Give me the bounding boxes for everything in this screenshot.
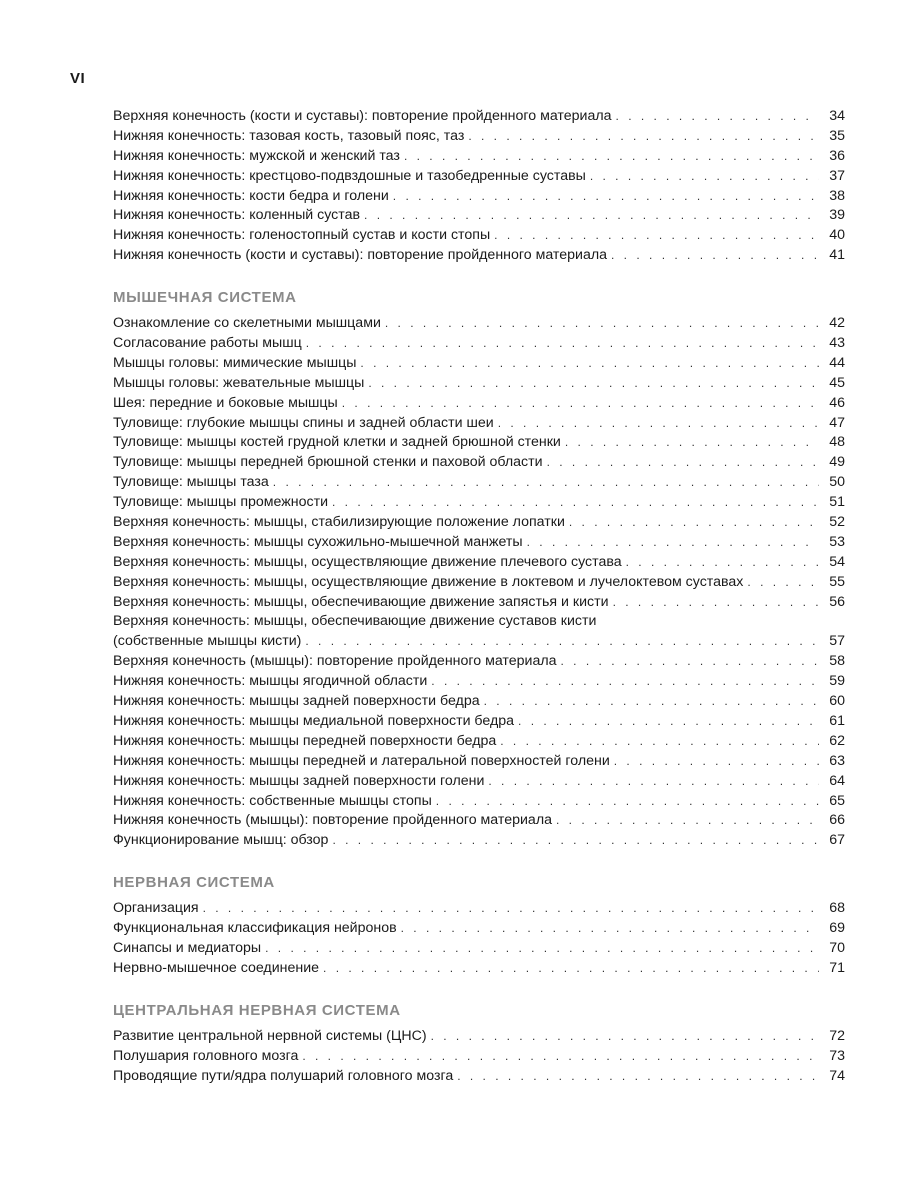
toc-entry-title: Туловище: глубокие мышцы спины и задней области шеи <box>113 414 494 431</box>
dot-leader <box>569 513 819 533</box>
toc-entry-page: 35 <box>829 127 845 144</box>
toc-entry-title: Проводящие пути/ядра полушарий головного мозга <box>113 1067 454 1084</box>
toc-entry[interactable] <box>113 433 845 453</box>
toc-entry-page: 54 <box>829 553 845 570</box>
toc-entry-title: Нижняя конечность: тазовая кость, тазовый пояс, таз <box>113 127 465 144</box>
toc-entry-page: 60 <box>829 693 845 710</box>
toc-entry[interactable] <box>113 712 845 732</box>
toc-entry-title: Туловище: мышцы передней брюшной стенки и паховой области <box>113 454 543 471</box>
toc-entry-title: Нижняя конечность: мышцы передней поверхности бедра <box>113 732 497 749</box>
toc-entry[interactable] <box>113 226 845 246</box>
toc-entry-title: Нижняя конечность: мышцы задней поверхности бедра <box>113 693 480 710</box>
toc-entry-title: Мышцы головы: мимические мышцы <box>113 354 357 371</box>
toc-entry-title: Шея: передние и боковые мышцы <box>113 394 338 411</box>
toc-entry-page: 71 <box>829 959 845 976</box>
toc-entry-title: Нижняя конечность: крестцово-подвздошные и тазобедренные суставы <box>113 167 586 184</box>
toc-entry-page: 49 <box>829 454 845 471</box>
dot-leader <box>404 147 819 167</box>
toc-entry-page: 61 <box>829 712 845 729</box>
toc-entry[interactable] <box>113 811 845 831</box>
toc-entry-page: 40 <box>829 227 845 244</box>
toc-entry-title: Верхняя конечность: мышцы, стабилизирующие положение лопатки <box>113 514 565 531</box>
dot-leader <box>457 1067 819 1087</box>
toc-entry-title: Туловище: мышцы таза <box>113 474 269 491</box>
cns-entries <box>113 1027 845 1087</box>
toc-entry-title: Нижняя конечность: голеностопный сустав и кости стопы <box>113 227 491 244</box>
toc-entry[interactable] <box>113 652 845 672</box>
toc-entry-page: 64 <box>829 772 845 789</box>
toc-entry-title: Синапсы и медиаторы <box>113 939 262 956</box>
toc-entry-page: 43 <box>829 335 845 352</box>
toc-entry-title: Нижняя конечность (кости и суставы): повторение пройденного материала <box>113 247 608 264</box>
dot-leader <box>332 831 819 851</box>
dot-leader <box>626 553 819 573</box>
toc-entry[interactable] <box>113 792 845 812</box>
dot-leader <box>561 652 819 672</box>
dot-leader <box>527 533 819 553</box>
toc-entry-page: 68 <box>829 900 845 917</box>
toc-entry-page: 67 <box>829 832 845 849</box>
dot-leader <box>611 246 819 266</box>
toc-entry-page: 34 <box>829 108 845 124</box>
toc-entry-title: Нижняя конечность: мужской и женский таз <box>113 147 400 164</box>
toc-entry-page: 66 <box>829 812 845 829</box>
toc-entry-page: 63 <box>829 752 845 769</box>
toc-entry-page: 37 <box>829 167 845 184</box>
dot-leader <box>613 593 819 613</box>
dot-leader <box>590 167 819 187</box>
section-heading-nervous: НЕРВНАЯ СИСТЕМА <box>113 874 275 892</box>
toc-entry[interactable] <box>113 334 845 354</box>
dot-leader <box>342 394 819 414</box>
toc-entry-page: 47 <box>829 414 845 431</box>
muscular-entries-b <box>113 652 845 851</box>
dot-leader <box>747 573 819 593</box>
toc-entry-page: 36 <box>829 147 845 164</box>
dot-leader <box>364 206 819 226</box>
toc-entry[interactable] <box>113 147 845 167</box>
dot-leader <box>385 314 819 334</box>
toc-entry-title: Туловище: мышцы костей грудной клетки и задней брюшной стенки <box>113 434 561 451</box>
toc-entry-page: 69 <box>829 920 845 937</box>
toc-entry-title: Нижняя конечность: мышцы задней поверхности голени <box>113 772 485 789</box>
toc-entry-page: 57 <box>829 633 845 650</box>
toc-entry-page: 39 <box>829 207 845 224</box>
dot-leader <box>468 127 819 147</box>
dot-leader <box>431 1027 819 1047</box>
toc-entry-title: Верхняя конечность: мышцы, обеспечивающие движение запястья и кисти <box>113 593 609 610</box>
dot-leader <box>323 959 819 979</box>
toc-entry[interactable] <box>113 107 845 127</box>
toc-entry-page: 73 <box>829 1047 845 1064</box>
toc-entry-title: Нижняя конечность: коленный сустав <box>113 207 361 224</box>
toc-entry-title: Нервно-мышечное соединение <box>113 959 320 976</box>
toc-entry-page: 55 <box>829 573 845 590</box>
toc-entry[interactable] <box>113 959 845 979</box>
dot-leader <box>302 1047 819 1067</box>
toc-entry[interactable] <box>113 394 845 414</box>
page-number: VI <box>70 70 86 87</box>
toc-entry[interactable] <box>113 919 845 939</box>
toc-entry[interactable] <box>113 831 845 851</box>
toc-entry[interactable] <box>113 354 845 374</box>
toc-entry-title: Нижняя конечность: мышцы передней и латеральной поверхностей голени <box>113 752 610 769</box>
toc-entry-page: 46 <box>829 394 845 411</box>
toc-entry[interactable] <box>113 1027 845 1047</box>
toc-entry[interactable] <box>113 453 845 473</box>
toc-entry[interactable] <box>113 672 845 692</box>
toc-entry-title: Согласование работы мышц <box>113 335 302 352</box>
toc-entry-title: Полушария головного мозга <box>113 1047 299 1064</box>
toc-entry-title: Мышцы головы: жевательные мышцы <box>113 374 365 391</box>
dot-leader <box>547 453 819 473</box>
dot-leader <box>431 672 819 692</box>
toc-entry-title: Верхняя конечность: мышцы, осуществляющие движение плечевого сустава <box>113 553 622 570</box>
dot-leader <box>436 792 819 812</box>
toc-entry-page: 38 <box>829 187 845 204</box>
dot-leader <box>332 493 819 513</box>
dot-leader <box>565 433 819 453</box>
toc-entry[interactable] <box>113 1047 845 1067</box>
toc-entry-page: 50 <box>829 474 845 491</box>
toc-entry-page: 59 <box>829 673 845 690</box>
toc-entry[interactable] <box>113 246 845 266</box>
toc-entry[interactable] <box>113 127 845 147</box>
toc-entry-title: Нижняя конечность: мышцы ягодичной области <box>113 673 428 690</box>
toc-entry[interactable] <box>113 414 845 434</box>
toc-entry[interactable] <box>113 493 845 513</box>
toc-entry-page: 48 <box>829 434 845 451</box>
toc-entry-title: Развитие центральной нервной системы (ЦНС) <box>113 1027 427 1044</box>
toc-entry-title: Функциональная классификация нейронов <box>113 920 397 937</box>
toc-entry-page: 65 <box>829 792 845 809</box>
toc-entry-title: Нижняя конечность (мышцы): повторение пройденного материала <box>113 812 552 829</box>
toc-entry-page: 52 <box>829 514 845 531</box>
dot-leader <box>484 692 819 712</box>
dot-leader <box>265 939 819 959</box>
toc-entry-page: 53 <box>829 533 845 550</box>
dot-leader <box>368 374 819 394</box>
toc-entry[interactable] <box>113 167 845 187</box>
muscular-entries-a <box>113 314 845 612</box>
dot-leader <box>488 772 819 792</box>
dot-leader <box>393 187 819 207</box>
toc-entry-multiline[interactable] <box>113 612 845 652</box>
toc-entry-page: 45 <box>829 374 845 391</box>
intro-entries <box>113 107 845 266</box>
dot-leader <box>494 226 819 246</box>
toc-entry-title: Туловище: мышцы промежности <box>113 494 329 511</box>
toc-entry-title-line1: Верхняя конечность: мышцы, обеспечивающие движение суставов кисти <box>113 613 597 630</box>
toc-entry-page: 72 <box>829 1027 845 1044</box>
toc-entry-title: Верхняя конечность (кости и суставы): повторение пройденного материала <box>113 108 612 124</box>
toc-entry[interactable] <box>113 1067 845 1087</box>
dot-leader <box>556 811 819 831</box>
toc-entry[interactable] <box>113 314 845 334</box>
section-heading-cns: ЦЕНТРАЛЬНАЯ НЕРВНАЯ СИСТЕМА <box>113 1001 401 1019</box>
toc-entry-title: Нижняя конечность: мышцы медиальной поверхности бедра <box>113 712 515 729</box>
toc-entry-title: Верхняя конечность: мышцы, осуществляющие движение в локтевом и лучелоктевом суставах <box>113 573 744 590</box>
toc-entry-page: 41 <box>829 247 845 264</box>
toc-entry-title: Нижняя конечность: кости бедра и голени <box>113 187 389 204</box>
toc-entry[interactable] <box>113 573 845 593</box>
toc-entry-page: 44 <box>829 354 845 371</box>
toc-entry[interactable] <box>113 593 845 613</box>
toc-entry[interactable] <box>113 772 845 792</box>
nervous-entries <box>113 899 845 979</box>
toc-entry-title-line2: (собственные мышцы кисти) <box>113 633 302 650</box>
dot-leader <box>360 354 819 374</box>
toc-entry-page: 56 <box>829 593 845 610</box>
toc-entry-title: Функционирование мышц: обзор <box>113 832 329 849</box>
toc-entry[interactable] <box>113 553 845 573</box>
toc-entry-page: 51 <box>829 494 845 511</box>
toc-entry-title: Нижняя конечность: собственные мышцы стопы <box>113 792 432 809</box>
toc-entry-page: 58 <box>829 653 845 670</box>
dot-leader <box>518 712 819 732</box>
toc-entry[interactable] <box>113 533 845 553</box>
dot-leader <box>273 473 819 493</box>
toc-entry[interactable] <box>113 939 845 959</box>
dot-leader <box>498 414 819 434</box>
toc-entry[interactable] <box>113 692 845 712</box>
toc-entry-title: Организация <box>113 900 199 917</box>
toc-entry[interactable] <box>113 206 845 226</box>
toc-entry-page: 42 <box>829 315 845 332</box>
toc-entry-page: 62 <box>829 732 845 749</box>
toc-entry[interactable] <box>113 513 845 533</box>
toc-entry[interactable] <box>113 899 845 919</box>
dot-leader <box>616 107 819 127</box>
dot-leader <box>614 752 819 772</box>
table-of-contents <box>113 107 845 1086</box>
section-heading-muscular: МЫШЕЧНАЯ СИСТЕМА <box>113 289 297 307</box>
toc-entry-title: Верхняя конечность: мышцы сухожильно-мышечной манжеты <box>113 533 523 550</box>
toc-entry[interactable] <box>113 473 845 493</box>
toc-entry-page: 74 <box>829 1067 845 1084</box>
toc-entry[interactable] <box>113 374 845 394</box>
toc-entry[interactable] <box>113 732 845 752</box>
dot-leader <box>401 919 819 939</box>
dot-leader <box>305 632 819 652</box>
toc-entry-title: Верхняя конечность (мышцы): повторение пройденного материала <box>113 653 557 670</box>
dot-leader <box>500 732 819 752</box>
toc-entry[interactable] <box>113 187 845 207</box>
toc-entry[interactable] <box>113 752 845 772</box>
dot-leader <box>203 899 819 919</box>
toc-entry-page: 70 <box>829 939 845 956</box>
dot-leader <box>306 334 819 354</box>
toc-entry-title: Ознакомление со скелетными мышцами <box>113 315 381 332</box>
